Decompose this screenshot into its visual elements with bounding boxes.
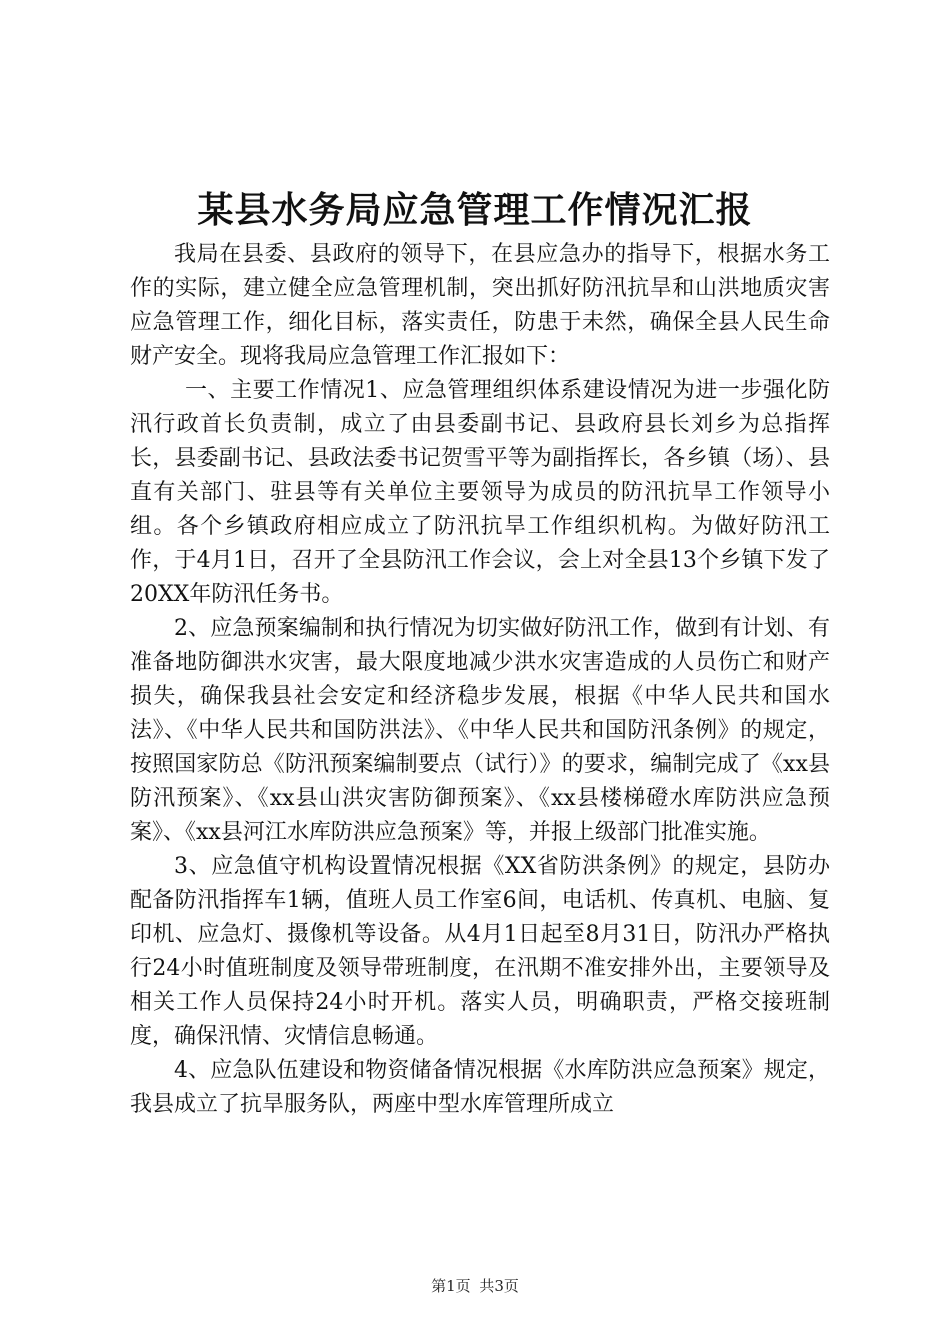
page-number: 第1页 (431, 1277, 471, 1295)
document-body (130, 238, 830, 1122)
page-footer (0, 1276, 950, 1296)
paragraph-section-4: 4、应急队伍建设和物资储备情况根据《水库防洪应急预案》规定，我县成立了抗旱服务队，两座中型水库管理所成立 (130, 1058, 830, 1117)
paragraph-section-3: 3、应急值守机构设置情况根据《XX省防洪条例》的规定，县防办配备防汛指挥车1辆，值班人员工作室6间，电话机、传真机、电脑、复印机、应急灯、摄像机等设备。从4月1日起至8月31日，防汛办严格执行24小时值班制度及领导带班制度，在汛期不准安排外出，主要领导及相关工作人员保持24小时开机。落实人员，明确职责，严格交接班制度，确保汛情、灾情信息畅通。 (130, 854, 830, 1049)
paragraph-section-2: 2、应急预案编制和执行情况为切实做好防汛工作，做到有计划、有准备地防御洪水灾害，最大限度地减少洪水灾害造成的人员伤亡和财产损失，确保我县社会安定和经济稳步发展，根据《中华人民共和国水法》、《中华人民共和国防洪法》、《中华人民共和国防汛条例》的规定，按照国家防总《防汛预案编制要点（试行）》的要求，编制完成了《xx县防汛预案》、《xx县山洪灾害防御预案》、《xx县楼梯磴水库防洪应急预案》、《xx县河江水库防洪应急预案》等，并报上级部门批准实施。 (130, 616, 830, 845)
document-title: 某县水务局应急管理工作情况汇报 (197, 189, 753, 231)
paragraph-section-1: 一、主要工作情况1、应急管理组织体系建设情况为进一步强化防汛行政首长负责制，成立了由县委副书记、县政府县长刘乡为总指挥长，县委副书记、县政法委书记贺雪平等为副指挥长，各乡镇（场）、县直有关部门、驻县等有关单位主要领导为成员的防汛抗旱工作领导小组。各个乡镇政府相应成立了防汛抗旱工作组织机构。为做好防汛工作，于4月1日，召开了全县防汛工作会议，会上对全县13个乡镇下发了20XX年防汛任务书。 (130, 378, 830, 607)
page-total: 共3页 (479, 1277, 519, 1295)
paragraph-intro: 我局在县委、县政府的领导下，在县应急办的指导下，根据水务工作的实际，建立健全应急管理机制，突出抓好防汛抗旱和山洪地质灾害应急管理工作，细化目标，落实责任，防患于未然，确保全县人民生命财产安全。现将我局应急管理工作汇报如下： (130, 242, 830, 369)
